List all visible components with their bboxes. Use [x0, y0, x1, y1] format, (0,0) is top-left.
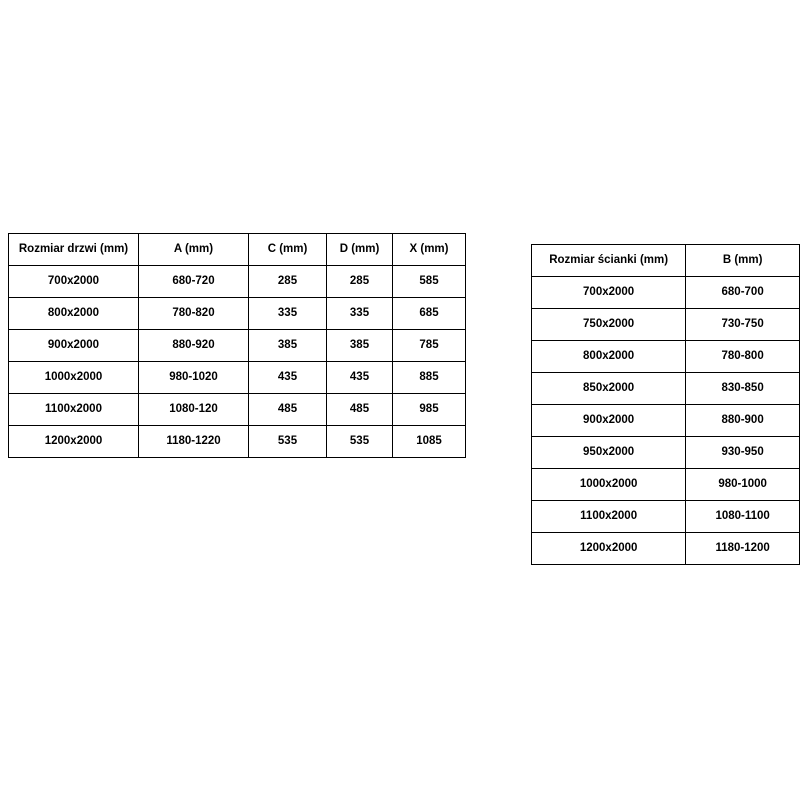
cell-a: 880-920: [139, 330, 249, 362]
table-row: [9, 298, 466, 330]
cell-a: 980-1020: [139, 362, 249, 394]
table-row: [9, 266, 466, 298]
cell-d: 385: [327, 330, 393, 362]
table-row: [532, 501, 800, 533]
cell-c: 285: [249, 266, 327, 298]
cell-d: 485: [327, 394, 393, 426]
cell-b: 980-1000: [686, 469, 800, 501]
table-row: [532, 341, 800, 373]
cell-a: 1180-1220: [139, 426, 249, 458]
table-row: [9, 426, 466, 458]
cell-wall-size: 800x2000: [532, 341, 686, 373]
cell-c: 385: [249, 330, 327, 362]
column-header-wall-size: Rozmiar ścianki (mm): [532, 245, 686, 277]
cell-x: 785: [393, 330, 466, 362]
cell-c: 485: [249, 394, 327, 426]
cell-door-size: 800x2000: [9, 298, 139, 330]
cell-wall-size: 750x2000: [532, 309, 686, 341]
cell-door-size: 1100x2000: [9, 394, 139, 426]
cell-wall-size: 900x2000: [532, 405, 686, 437]
cell-wall-size: 700x2000: [532, 277, 686, 309]
cell-wall-size: 1100x2000: [532, 501, 686, 533]
cell-c: 535: [249, 426, 327, 458]
table-row: [532, 469, 800, 501]
cell-door-size: 900x2000: [9, 330, 139, 362]
cell-wall-size: 1000x2000: [532, 469, 686, 501]
cell-c: 335: [249, 298, 327, 330]
wall-size-table: [531, 244, 800, 565]
cell-c: 435: [249, 362, 327, 394]
cell-b: 930-950: [686, 437, 800, 469]
table-row: [9, 362, 466, 394]
column-header-d: D (mm): [327, 234, 393, 266]
cell-door-size: 1200x2000: [9, 426, 139, 458]
cell-x: 985: [393, 394, 466, 426]
table-row: [532, 533, 800, 565]
column-header-c: C (mm): [249, 234, 327, 266]
cell-d: 535: [327, 426, 393, 458]
cell-x: 885: [393, 362, 466, 394]
table-row: [532, 437, 800, 469]
cell-b: 780-800: [686, 341, 800, 373]
cell-wall-size: 850x2000: [532, 373, 686, 405]
cell-door-size: 700x2000: [9, 266, 139, 298]
cell-d: 435: [327, 362, 393, 394]
cell-x: 685: [393, 298, 466, 330]
table-row: [9, 330, 466, 362]
column-header-b: B (mm): [686, 245, 800, 277]
cell-a: 780-820: [139, 298, 249, 330]
door-size-table: [8, 233, 466, 458]
table-row: [532, 309, 800, 341]
cell-b: 880-900: [686, 405, 800, 437]
table-header-row: [532, 245, 800, 277]
cell-wall-size: 1200x2000: [532, 533, 686, 565]
table-row: [9, 394, 466, 426]
table-header-row: [9, 234, 466, 266]
table-row: [532, 405, 800, 437]
column-header-a: A (mm): [139, 234, 249, 266]
cell-b: 1080-1100: [686, 501, 800, 533]
cell-b: 830-850: [686, 373, 800, 405]
column-header-door-size: Rozmiar drzwi (mm): [9, 234, 139, 266]
cell-x: 1085: [393, 426, 466, 458]
cell-door-size: 1000x2000: [9, 362, 139, 394]
cell-a: 680-720: [139, 266, 249, 298]
cell-wall-size: 950x2000: [532, 437, 686, 469]
cell-d: 335: [327, 298, 393, 330]
cell-x: 585: [393, 266, 466, 298]
cell-b: 1180-1200: [686, 533, 800, 565]
cell-b: 680-700: [686, 277, 800, 309]
table-row: [532, 373, 800, 405]
cell-b: 730-750: [686, 309, 800, 341]
table-row: [532, 277, 800, 309]
cell-d: 285: [327, 266, 393, 298]
column-header-x: X (mm): [393, 234, 466, 266]
cell-a: 1080-120: [139, 394, 249, 426]
